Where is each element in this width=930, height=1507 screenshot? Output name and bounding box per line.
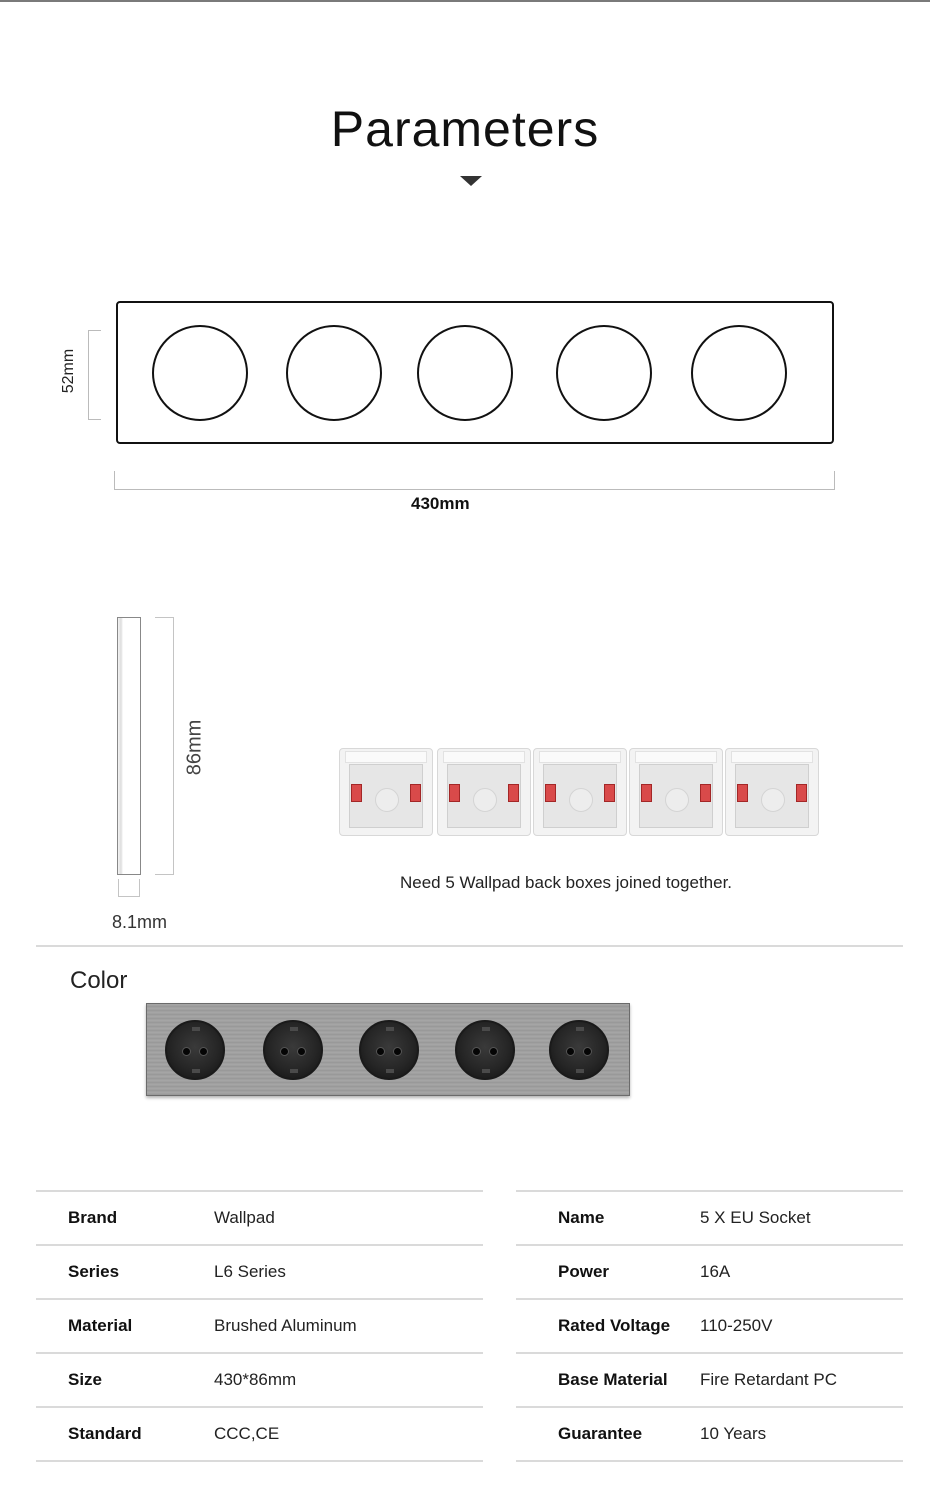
- table-row: [516, 1191, 903, 1245]
- spec-value: Fire Retardant PC: [700, 1353, 903, 1407]
- side-depth-bracket: [118, 879, 140, 897]
- page-title: Parameters: [330, 101, 600, 157]
- brushed-aluminum-product-image: [146, 1003, 630, 1096]
- side-view-outline: [117, 617, 141, 875]
- front-view-outline: [116, 301, 834, 444]
- top-divider: [0, 0, 930, 2]
- table-row: [36, 1245, 483, 1299]
- spec-key: Size: [36, 1353, 214, 1407]
- table-row: [516, 1299, 903, 1353]
- eu-socket-icon: [455, 1020, 515, 1080]
- table-row: [36, 1191, 483, 1245]
- spec-value: 10 Years: [700, 1407, 903, 1461]
- spec-value: CCC,CE: [214, 1407, 483, 1461]
- spec-key: Name: [516, 1191, 700, 1245]
- side-height-bracket: [155, 617, 174, 875]
- table-row: [36, 1299, 483, 1353]
- socket-outline: [417, 325, 513, 421]
- spec-value: Wallpad: [214, 1191, 483, 1245]
- height-dimension-bracket: [88, 330, 101, 420]
- width-dimension-bracket: [114, 471, 835, 490]
- spec-value: 5 X EU Socket: [700, 1191, 903, 1245]
- socket-outline: [691, 325, 787, 421]
- eu-socket-icon: [549, 1020, 609, 1080]
- spec-table-right: [516, 1190, 903, 1462]
- socket-outline: [152, 325, 248, 421]
- back-box: [437, 748, 531, 836]
- side-depth-label: 8.1mm: [112, 912, 168, 932]
- color-section-label: Color: [70, 967, 128, 994]
- spec-value: 16A: [700, 1245, 903, 1299]
- spec-value: 110-250V: [700, 1299, 903, 1353]
- spec-key: Series: [36, 1245, 214, 1299]
- table-row: [516, 1245, 903, 1299]
- spec-key: Material: [36, 1299, 214, 1353]
- eu-socket-icon: [165, 1020, 225, 1080]
- height-dimension-label: 52mm: [60, 348, 77, 394]
- back-box-caption: Need 5 Wallpad back boxes joined together.: [400, 873, 733, 892]
- spec-value: L6 Series: [214, 1245, 483, 1299]
- eu-socket-icon: [263, 1020, 323, 1080]
- side-height-label: 86mm: [183, 719, 206, 776]
- table-row: [36, 1407, 483, 1461]
- spec-key: Base Material: [516, 1353, 700, 1407]
- spec-key: Brand: [36, 1191, 214, 1245]
- back-box: [725, 748, 819, 836]
- back-box: [533, 748, 627, 836]
- spec-value: Brushed Aluminum: [214, 1299, 483, 1353]
- table-row: [516, 1353, 903, 1407]
- spec-value: 430*86mm: [214, 1353, 483, 1407]
- spec-key: Standard: [36, 1407, 214, 1461]
- width-dimension-label: 430mm: [411, 494, 470, 513]
- section-divider: [36, 945, 903, 947]
- spec-table-left: [36, 1190, 483, 1462]
- eu-socket-icon: [359, 1020, 419, 1080]
- table-row: [516, 1407, 903, 1461]
- socket-outline: [286, 325, 382, 421]
- table-row: [36, 1353, 483, 1407]
- back-box: [339, 748, 433, 836]
- spec-key: Rated Voltage: [516, 1299, 700, 1353]
- spec-key: Power: [516, 1245, 700, 1299]
- caret-down-icon: [460, 176, 482, 186]
- back-box: [629, 748, 723, 836]
- spec-key: Guarantee: [516, 1407, 700, 1461]
- socket-outline: [556, 325, 652, 421]
